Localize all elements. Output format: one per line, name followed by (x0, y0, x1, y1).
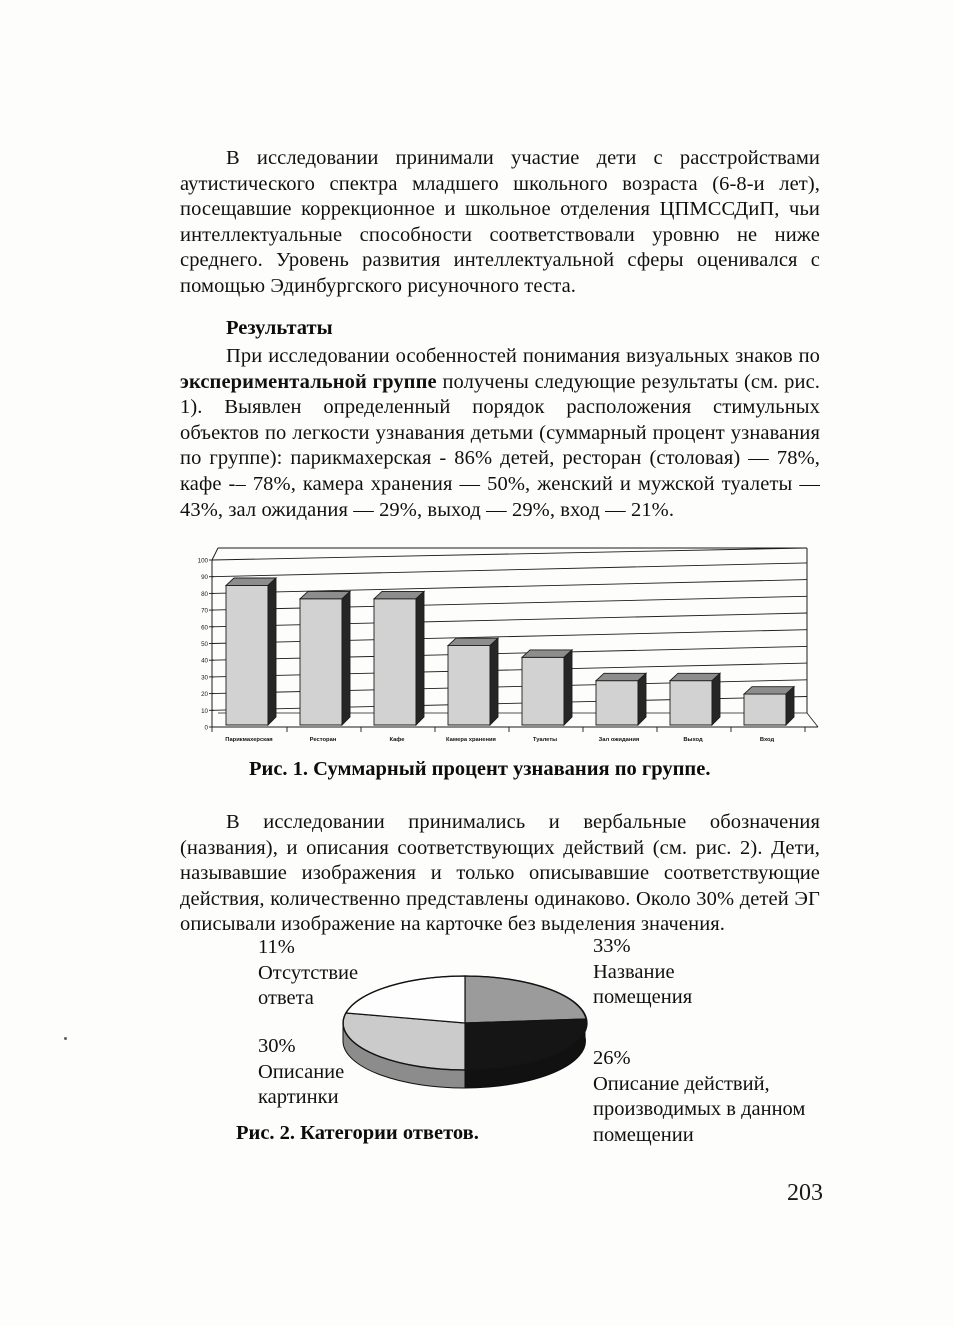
svg-text:Камера хранения: Камера хранения (446, 737, 496, 743)
svg-text:Парикмахерская: Парикмахерская (225, 737, 273, 743)
svg-text:Ресторан: Ресторан (309, 737, 337, 743)
pie-label-actions (593, 1046, 805, 1148)
bar-column (300, 591, 350, 725)
svg-text:80: 80 (201, 590, 208, 598)
paragraph-results (180, 344, 820, 523)
figure-1-bar-chart (190, 540, 830, 750)
bar-column (670, 673, 720, 725)
pie-label-actions-line3: помещении (593, 1123, 694, 1146)
svg-text:Туалеты: Туалеты (532, 737, 558, 743)
pie-label-name-pct: 33% (593, 935, 631, 957)
pie-label-noanswer-pct: 11% (258, 936, 295, 958)
bar-column (744, 687, 794, 725)
pie-label-actions-line2: производимых в данном (593, 1098, 806, 1120)
svg-text:Вход: Вход (759, 737, 775, 743)
pie-label-noanswer (258, 935, 358, 1012)
pie-label-picture-line1: Описание (258, 1060, 345, 1083)
svg-text:10: 10 (201, 707, 208, 715)
figure-1-caption: Рис. 1. Суммарный процент узнавания по группе. (249, 758, 711, 780)
scan-artifact-speck (64, 1037, 67, 1040)
pie-label-actions-pct: 26% (593, 1047, 631, 1069)
results-line-1: При исследовании особенностей понимания визуальных знаков (226, 345, 793, 367)
bar-column (226, 578, 276, 725)
pie-label-name (593, 934, 692, 1011)
figure-2-pie-chart (336, 957, 594, 1089)
pie-label-name-line1: Название (593, 960, 675, 983)
svg-text:Кафе: Кафе (389, 737, 405, 743)
svg-text:70: 70 (201, 607, 208, 615)
pie-label-picture-pct: 30% (258, 1035, 296, 1057)
pie-label-actions-line1: Описание действий, (593, 1072, 770, 1095)
svg-text:50: 50 (201, 641, 208, 648)
bar-column (448, 638, 498, 725)
svg-text:Зал ожидания: Зал ожидания (598, 737, 640, 743)
pie-slice-name (465, 976, 586, 1023)
svg-text:40: 40 (201, 657, 208, 665)
page-number: 203 (787, 1180, 823, 1206)
bar-column (596, 673, 646, 725)
pie-label-noanswer-line1: Отсутствие (258, 961, 359, 984)
svg-text:90: 90 (201, 574, 208, 582)
verbal-text: В исследовании принимались и вербальные обозначения (названия), и описания соответствующих действий (см. рис. 2). Дети, называвшие изображения и только описывавшие соответствующие действия, количественно представлены одинаково. Около 30% детей ЭГ описывали изображение на карточке без выделения значения. (180, 811, 820, 936)
svg-text:30: 30 (201, 674, 208, 682)
results-text (180, 344, 820, 523)
pie-label-picture-line2: картинки (258, 1086, 339, 1108)
pie-label-name-line2: помещения (593, 986, 693, 1008)
svg-text:20: 20 (201, 691, 208, 699)
bar-column (522, 650, 572, 725)
pie-label-noanswer-line2: ответа (258, 987, 314, 1009)
results-emphasis: экспериментальной группе (180, 370, 437, 393)
bar-chart-svg (190, 540, 830, 750)
svg-text:Выход: Выход (683, 737, 703, 743)
svg-text:100: 100 (197, 557, 208, 565)
svg-text:60: 60 (201, 624, 208, 632)
y-axis-tick-labels (198, 558, 209, 732)
paragraph-intro (180, 146, 820, 300)
x-axis-ticks (212, 727, 805, 732)
pie-chart-svg (336, 957, 594, 1089)
svg-text:0: 0 (204, 724, 208, 732)
results-pre: по (798, 345, 820, 367)
x-axis-category-labels (225, 736, 774, 743)
pie-label-picture (258, 1034, 344, 1111)
figure-2-caption: Рис. 2. Категории ответов. (236, 1122, 479, 1144)
paragraph-verbal (180, 810, 820, 938)
section-heading-results: Результаты (226, 317, 333, 339)
intro-text: В исследовании принимали участие дети с расстройствами аутистического спектра младшего школьного возраста (6-8-и лет), посещавшие коррекционное и школьное отделения ЦПМССДиП, чьи интеллектуальные способности соответствовали уровню не ниже среднего. Уровень развития интеллектуальной сферы оценивался с помощью Эдинбургского рисуночного теста. (180, 147, 820, 297)
results-post: получены следующие результаты (см. рис. 1). Выявлен определенный порядок расположения стимульных объектов по легкости узнавания детьми (суммарный процент узнавания по группе): парикмахерская - 86% детей, ресторан (столовая) — 78%, кафе -– 78%, камера хранения — 50%, женский и мужской туалеты — 43%, зал ожидания — 29%, выход — 29%, вход — 21%. (180, 370, 820, 521)
bar-column (374, 591, 424, 725)
